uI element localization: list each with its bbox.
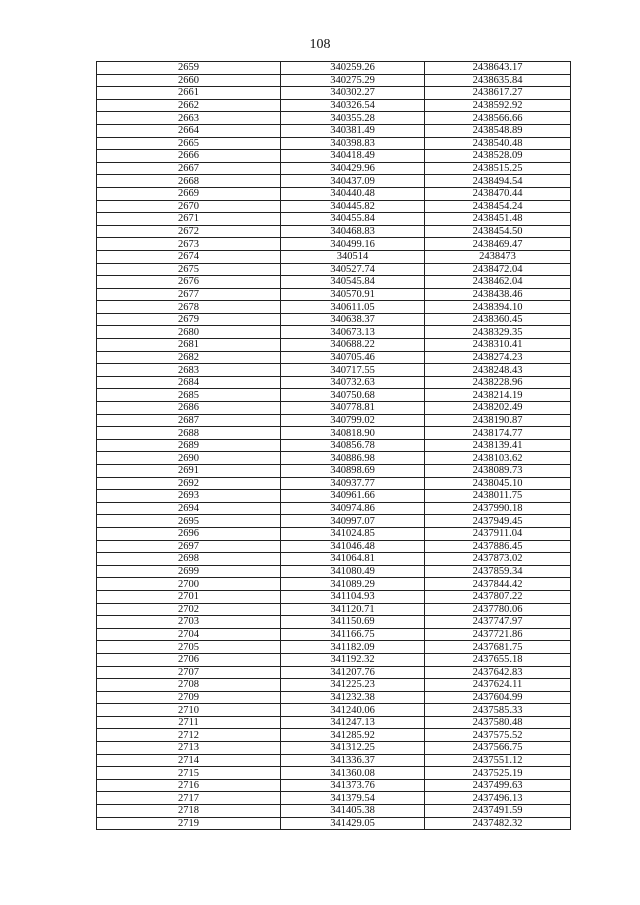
table-row [97, 515, 571, 528]
x-coordinate-cell: 341207.76 [281, 666, 425, 679]
point-number-cell: 2670 [97, 200, 281, 213]
table-row [97, 263, 571, 276]
point-number-cell: 2685 [97, 389, 281, 402]
point-number-cell: 2660 [97, 74, 281, 87]
point-number-cell: 2687 [97, 414, 281, 427]
point-number-cell: 2702 [97, 603, 281, 616]
y-coordinate-cell: 2438394.10 [425, 301, 571, 314]
y-coordinate-cell: 2437482.32 [425, 817, 571, 830]
y-coordinate-cell: 2438472.04 [425, 263, 571, 276]
y-coordinate-cell: 2438451.48 [425, 213, 571, 226]
point-number-cell: 2709 [97, 691, 281, 704]
x-coordinate-cell: 340898.69 [281, 465, 425, 478]
y-coordinate-cell: 2438310.41 [425, 339, 571, 352]
x-coordinate-cell: 340381.49 [281, 124, 425, 137]
y-coordinate-cell: 2438454.24 [425, 200, 571, 213]
x-coordinate-cell: 341089.29 [281, 578, 425, 591]
point-number-cell: 2665 [97, 137, 281, 150]
y-coordinate-cell: 2438470.44 [425, 187, 571, 200]
table-row [97, 742, 571, 755]
point-number-cell: 2679 [97, 313, 281, 326]
table-row [97, 792, 571, 805]
coordinates-table [96, 61, 571, 830]
x-coordinate-cell: 341429.05 [281, 817, 425, 830]
y-coordinate-cell: 2437990.18 [425, 502, 571, 515]
table-row [97, 704, 571, 717]
x-coordinate-cell: 341182.09 [281, 641, 425, 654]
point-number-cell: 2661 [97, 87, 281, 100]
table-row [97, 653, 571, 666]
point-number-cell: 2710 [97, 704, 281, 717]
point-number-cell: 2706 [97, 653, 281, 666]
point-number-cell: 2692 [97, 477, 281, 490]
y-coordinate-cell: 2437575.52 [425, 729, 571, 742]
x-coordinate-cell: 340468.83 [281, 225, 425, 238]
x-coordinate-cell: 340326.54 [281, 99, 425, 112]
table-row [97, 99, 571, 112]
table-row [97, 754, 571, 767]
point-number-cell: 2696 [97, 527, 281, 540]
y-coordinate-cell: 2437551.12 [425, 754, 571, 767]
table-row [97, 590, 571, 603]
x-coordinate-cell: 340437.09 [281, 175, 425, 188]
x-coordinate-cell: 340418.49 [281, 150, 425, 163]
y-coordinate-cell: 2437566.75 [425, 742, 571, 755]
y-coordinate-cell: 2438635.84 [425, 74, 571, 87]
x-coordinate-cell: 341166.75 [281, 628, 425, 641]
x-coordinate-cell: 341104.93 [281, 590, 425, 603]
x-coordinate-cell: 340440.48 [281, 187, 425, 200]
table-row [97, 540, 571, 553]
point-number-cell: 2712 [97, 729, 281, 742]
point-number-cell: 2674 [97, 250, 281, 263]
y-coordinate-cell: 2438214.19 [425, 389, 571, 402]
table-row [97, 527, 571, 540]
point-number-cell: 2672 [97, 225, 281, 238]
table-row [97, 805, 571, 818]
y-coordinate-cell: 2437747.97 [425, 616, 571, 629]
x-coordinate-cell: 340545.84 [281, 276, 425, 289]
point-number-cell: 2717 [97, 792, 281, 805]
x-coordinate-cell: 341120.71 [281, 603, 425, 616]
point-number-cell: 2697 [97, 540, 281, 553]
y-coordinate-cell: 2438494.54 [425, 175, 571, 188]
table-row [97, 276, 571, 289]
y-coordinate-cell: 2438329.35 [425, 326, 571, 339]
y-coordinate-cell: 2438469.47 [425, 238, 571, 251]
y-coordinate-cell: 2437807.22 [425, 590, 571, 603]
table-row [97, 452, 571, 465]
y-coordinate-cell: 2437580.48 [425, 716, 571, 729]
point-number-cell: 2711 [97, 716, 281, 729]
x-coordinate-cell: 340355.28 [281, 112, 425, 125]
point-number-cell: 2666 [97, 150, 281, 163]
y-coordinate-cell: 2437642.83 [425, 666, 571, 679]
table-row [97, 679, 571, 692]
y-coordinate-cell: 2437780.06 [425, 603, 571, 616]
page-number: 108 [309, 37, 331, 52]
y-coordinate-cell: 2438190.87 [425, 414, 571, 427]
x-coordinate-cell: 340717.55 [281, 364, 425, 377]
y-coordinate-cell: 2438548.89 [425, 124, 571, 137]
point-number-cell: 2691 [97, 465, 281, 478]
y-coordinate-cell: 2437525.19 [425, 767, 571, 780]
table-row [97, 767, 571, 780]
y-coordinate-cell: 2438228.96 [425, 376, 571, 389]
point-number-cell: 2676 [97, 276, 281, 289]
x-coordinate-cell: 340799.02 [281, 414, 425, 427]
point-number-cell: 2698 [97, 553, 281, 566]
y-coordinate-cell: 2438139.41 [425, 439, 571, 452]
point-number-cell: 2659 [97, 62, 281, 75]
y-coordinate-cell: 2438617.27 [425, 87, 571, 100]
y-coordinate-cell: 2437721.86 [425, 628, 571, 641]
point-number-cell: 2707 [97, 666, 281, 679]
table-row [97, 477, 571, 490]
table-row [97, 124, 571, 137]
point-number-cell: 2701 [97, 590, 281, 603]
x-coordinate-cell: 340997.07 [281, 515, 425, 528]
point-number-cell: 2675 [97, 263, 281, 276]
point-number-cell: 2699 [97, 565, 281, 578]
table-row [97, 175, 571, 188]
x-coordinate-cell: 341405.38 [281, 805, 425, 818]
x-coordinate-cell: 340259.26 [281, 62, 425, 75]
point-number-cell: 2719 [97, 817, 281, 830]
y-coordinate-cell: 2438528.09 [425, 150, 571, 163]
x-coordinate-cell: 340778.81 [281, 402, 425, 415]
point-number-cell: 2671 [97, 213, 281, 226]
point-number-cell: 2708 [97, 679, 281, 692]
point-number-cell: 2695 [97, 515, 281, 528]
y-coordinate-cell: 2437844.42 [425, 578, 571, 591]
x-coordinate-cell: 340974.86 [281, 502, 425, 515]
y-coordinate-cell: 2437496.13 [425, 792, 571, 805]
table-row [97, 578, 571, 591]
point-number-cell: 2703 [97, 616, 281, 629]
table-row [97, 490, 571, 503]
table-row [97, 213, 571, 226]
table-row [97, 313, 571, 326]
x-coordinate-cell: 341080.49 [281, 565, 425, 578]
y-coordinate-cell: 2438515.25 [425, 162, 571, 175]
table-row [97, 62, 571, 75]
table-row [97, 376, 571, 389]
table-row [97, 402, 571, 415]
table-row [97, 641, 571, 654]
table-row [97, 339, 571, 352]
table-row [97, 666, 571, 679]
point-number-cell: 2694 [97, 502, 281, 515]
point-number-cell: 2669 [97, 187, 281, 200]
x-coordinate-cell: 341360.08 [281, 767, 425, 780]
point-number-cell: 2663 [97, 112, 281, 125]
table-row [97, 187, 571, 200]
point-number-cell: 2714 [97, 754, 281, 767]
point-number-cell: 2682 [97, 351, 281, 364]
y-coordinate-cell: 2438643.17 [425, 62, 571, 75]
y-coordinate-cell: 2437886.45 [425, 540, 571, 553]
y-coordinate-cell: 2438566.66 [425, 112, 571, 125]
point-number-cell: 2690 [97, 452, 281, 465]
point-number-cell: 2693 [97, 490, 281, 503]
x-coordinate-cell: 341336.37 [281, 754, 425, 767]
point-number-cell: 2705 [97, 641, 281, 654]
y-coordinate-cell: 2438540.48 [425, 137, 571, 150]
point-number-cell: 2681 [97, 339, 281, 352]
y-coordinate-cell: 2438089.73 [425, 465, 571, 478]
x-coordinate-cell: 341192.32 [281, 653, 425, 666]
y-coordinate-cell: 2438274.23 [425, 351, 571, 364]
point-number-cell: 2718 [97, 805, 281, 818]
table-row [97, 364, 571, 377]
point-number-cell: 2684 [97, 376, 281, 389]
table-row [97, 112, 571, 125]
x-coordinate-cell: 341379.54 [281, 792, 425, 805]
coordinates-table-body [97, 62, 571, 830]
point-number-cell: 2668 [97, 175, 281, 188]
table-row [97, 439, 571, 452]
table-row [97, 716, 571, 729]
table-row [97, 628, 571, 641]
table-row [97, 817, 571, 830]
x-coordinate-cell: 340499.16 [281, 238, 425, 251]
table-row [97, 553, 571, 566]
table-row [97, 691, 571, 704]
x-coordinate-cell: 341024.85 [281, 527, 425, 540]
y-coordinate-cell: 2437491.59 [425, 805, 571, 818]
table-row [97, 427, 571, 440]
point-number-cell: 2662 [97, 99, 281, 112]
y-coordinate-cell: 2438011.75 [425, 490, 571, 503]
x-coordinate-cell: 341373.76 [281, 779, 425, 792]
point-number-cell: 2700 [97, 578, 281, 591]
table-row [97, 326, 571, 339]
x-coordinate-cell: 340429.96 [281, 162, 425, 175]
x-coordinate-cell: 340302.27 [281, 87, 425, 100]
y-coordinate-cell: 2438438.46 [425, 288, 571, 301]
x-coordinate-cell: 341150.69 [281, 616, 425, 629]
table-row [97, 729, 571, 742]
x-coordinate-cell: 340611.05 [281, 301, 425, 314]
y-coordinate-cell: 2438248.43 [425, 364, 571, 377]
table-row [97, 301, 571, 314]
table-row [97, 200, 571, 213]
table-row [97, 162, 571, 175]
x-coordinate-cell: 340856.78 [281, 439, 425, 452]
point-number-cell: 2688 [97, 427, 281, 440]
y-coordinate-cell: 2437499.63 [425, 779, 571, 792]
table-row [97, 616, 571, 629]
y-coordinate-cell: 2438174.77 [425, 427, 571, 440]
table-row [97, 351, 571, 364]
x-coordinate-cell: 340527.74 [281, 263, 425, 276]
y-coordinate-cell: 2437873.02 [425, 553, 571, 566]
x-coordinate-cell: 340445.82 [281, 200, 425, 213]
table-row [97, 603, 571, 616]
y-coordinate-cell: 2438202.49 [425, 402, 571, 415]
point-number-cell: 2713 [97, 742, 281, 755]
y-coordinate-cell: 2438462.04 [425, 276, 571, 289]
table-row [97, 565, 571, 578]
point-number-cell: 2704 [97, 628, 281, 641]
x-coordinate-cell: 341240.06 [281, 704, 425, 717]
x-coordinate-cell: 341285.92 [281, 729, 425, 742]
y-coordinate-cell: 2438103.62 [425, 452, 571, 465]
y-coordinate-cell: 2437585.33 [425, 704, 571, 717]
y-coordinate-cell: 2438454.50 [425, 225, 571, 238]
y-coordinate-cell: 2437624.11 [425, 679, 571, 692]
table-row [97, 250, 571, 263]
y-coordinate-cell: 2437911.04 [425, 527, 571, 540]
y-coordinate-cell: 2437655.18 [425, 653, 571, 666]
point-number-cell: 2678 [97, 301, 281, 314]
x-coordinate-cell: 340937.77 [281, 477, 425, 490]
x-coordinate-cell: 340750.68 [281, 389, 425, 402]
x-coordinate-cell: 341247.13 [281, 716, 425, 729]
x-coordinate-cell: 340818.90 [281, 427, 425, 440]
x-coordinate-cell: 340961.66 [281, 490, 425, 503]
x-coordinate-cell: 341225.23 [281, 679, 425, 692]
x-coordinate-cell: 340398.83 [281, 137, 425, 150]
x-coordinate-cell: 340455.84 [281, 213, 425, 226]
x-coordinate-cell: 340638.37 [281, 313, 425, 326]
x-coordinate-cell: 340732.63 [281, 376, 425, 389]
x-coordinate-cell: 340275.29 [281, 74, 425, 87]
table-row [97, 389, 571, 402]
x-coordinate-cell: 340514 [281, 250, 425, 263]
x-coordinate-cell: 341312.25 [281, 742, 425, 755]
table-row [97, 465, 571, 478]
table-row [97, 87, 571, 100]
y-coordinate-cell: 2437859.34 [425, 565, 571, 578]
y-coordinate-cell: 2437681.75 [425, 641, 571, 654]
y-coordinate-cell: 2438360.45 [425, 313, 571, 326]
point-number-cell: 2673 [97, 238, 281, 251]
y-coordinate-cell: 2437604.99 [425, 691, 571, 704]
y-coordinate-cell: 2438473 [425, 250, 571, 263]
table-row [97, 414, 571, 427]
point-number-cell: 2683 [97, 364, 281, 377]
point-number-cell: 2716 [97, 779, 281, 792]
table-row [97, 150, 571, 163]
point-number-cell: 2677 [97, 288, 281, 301]
y-coordinate-cell: 2437949.45 [425, 515, 571, 528]
x-coordinate-cell: 341232.38 [281, 691, 425, 704]
x-coordinate-cell: 340886.98 [281, 452, 425, 465]
x-coordinate-cell: 340673.13 [281, 326, 425, 339]
table-row [97, 137, 571, 150]
x-coordinate-cell: 341064.81 [281, 553, 425, 566]
x-coordinate-cell: 340688.22 [281, 339, 425, 352]
x-coordinate-cell: 340570.91 [281, 288, 425, 301]
point-number-cell: 2667 [97, 162, 281, 175]
y-coordinate-cell: 2438592.92 [425, 99, 571, 112]
point-number-cell: 2680 [97, 326, 281, 339]
point-number-cell: 2689 [97, 439, 281, 452]
table-row [97, 779, 571, 792]
point-number-cell: 2715 [97, 767, 281, 780]
table-row [97, 238, 571, 251]
table-row [97, 225, 571, 238]
point-number-cell: 2686 [97, 402, 281, 415]
point-number-cell: 2664 [97, 124, 281, 137]
x-coordinate-cell: 340705.46 [281, 351, 425, 364]
table-row [97, 288, 571, 301]
table-row [97, 74, 571, 87]
x-coordinate-cell: 341046.48 [281, 540, 425, 553]
y-coordinate-cell: 2438045.10 [425, 477, 571, 490]
table-row [97, 502, 571, 515]
